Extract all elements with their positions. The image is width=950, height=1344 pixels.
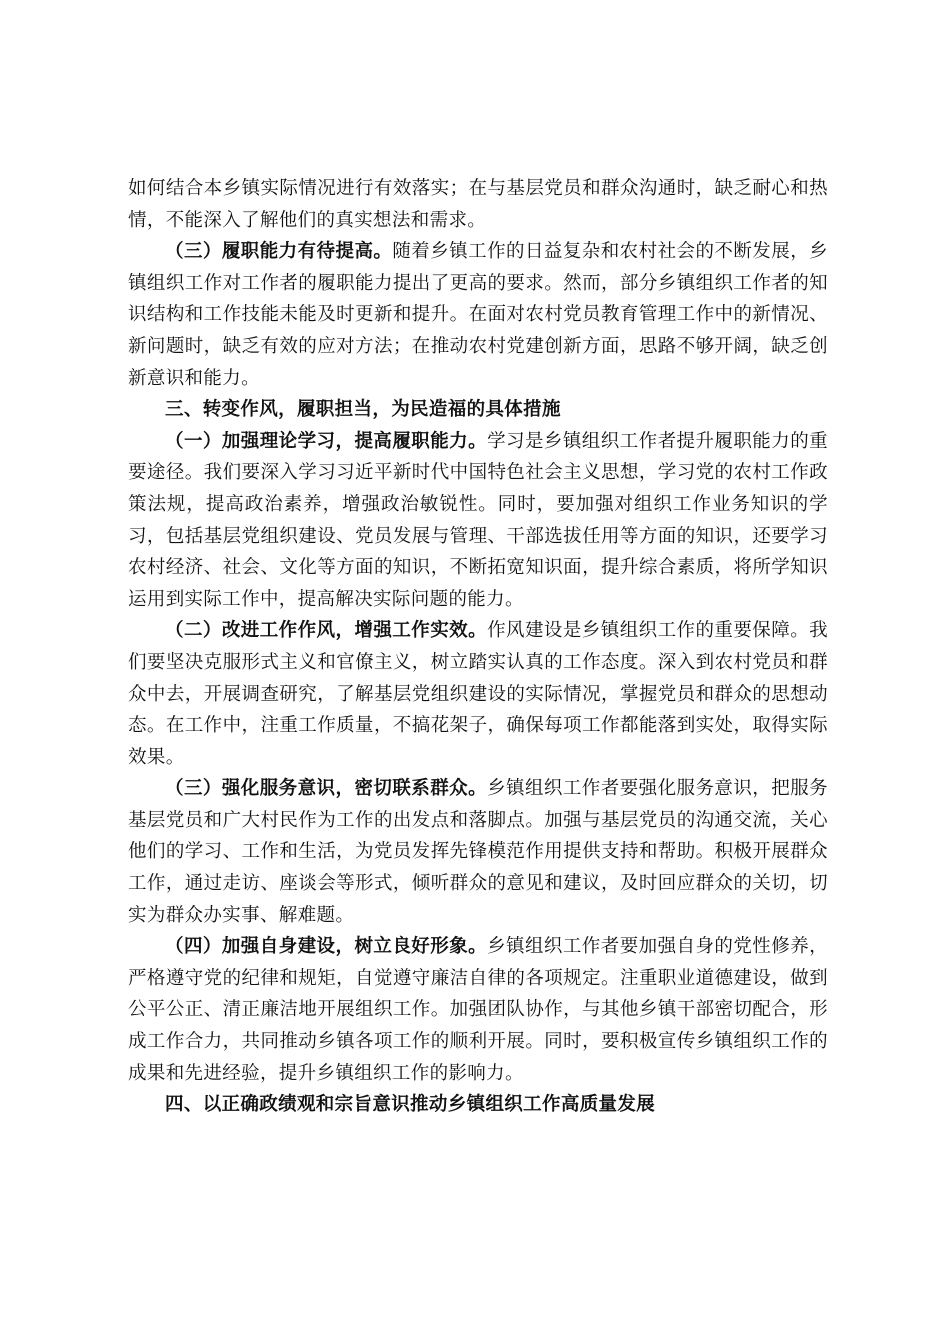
paragraph-lead: （二）改进工作作风，增强工作实效。 <box>165 620 488 642</box>
paragraph-performance-capability <box>128 236 828 394</box>
section-heading-3: 三、转变作风，履职担当，为民造福的具体措施 <box>165 399 561 421</box>
paragraph-service-awareness <box>128 773 828 931</box>
paragraph-work-style <box>128 615 828 773</box>
paragraph-text: 如何结合本乡镇实际情况进行有效落实；在与基层党员和群众沟通时，缺乏耐心和热情，不能深入了解他们的真实想法和需求。 <box>128 178 828 231</box>
paragraph-lead: （一）加强理论学习，提高履职能力。 <box>165 430 488 452</box>
paragraph-text: 作风建设是乡镇组织工作的重要保障。我们要坚决克服形式主义和官僚主义，树立踏实认真的工作态度。深入到农村党员和群众中去，开展调查研究，了解基层党组织建设的实际情况，掌握党员和群众的思想动态。在工作中，注重工作质量，不搞花架子，确保每项工作都能落到实处，取得实际效果。 <box>128 620 828 768</box>
paragraph-text: 随着乡镇工作的日益复杂和农村社会的不断发展，乡镇组织工作对工作者的履职能力提出了更高的要求。然而，部分乡镇组织工作者的知识结构和工作技能未能及时更新和提升。在面对农村党员教育管理工作中的新情况、新问题时，缺乏有效的应对方法；在推动农村党建创新方面，思路不够开阔，缺乏创新意识和能力。 <box>128 241 828 389</box>
section-heading-4: 四、以正确政绩观和宗旨意识推动乡镇组织工作高质量发展 <box>165 1094 656 1116</box>
paragraph-theory-study <box>128 426 828 616</box>
paragraph-text: 乡镇组织工作者要加强自身的党性修养，严格遵守党的纪律和规矩，自觉遵守廉洁自律的各项规定。注重职业道德建设，做到公平公正、清正廉洁地开展组织工作。加强团队协作，与其他乡镇干部密切配合，形成工作合力，共同推动乡镇各项工作的顺利开展。同时，要积极宣传乡镇组织工作的成果和先进经验，提升乡镇组织工作的影响力。 <box>128 936 828 1084</box>
document-body <box>128 173 828 1121</box>
paragraph-continuation <box>128 173 828 236</box>
paragraph-text: 乡镇组织工作者要强化服务意识，把服务基层党员和广大村民作为工作的出发点和落脚点。加强与基层党员的沟通交流，关心他们的学习、工作和生活，为党员发挥先锋模范作用提供支持和帮助。积极开展群众工作，通过走访、座谈会等形式，倾听群众的意见和建议，及时回应群众的关切，切实为群众办实事、解难题。 <box>128 778 828 926</box>
paragraph-text: 学习是乡镇组织工作者提升履职能力的重要途径。我们要深入学习习近平新时代中国特色社会主义思想，学习党的农村工作政策法规，提高政治素养，增强政治敏锐性。同时，要加强对组织工作业务知识的学习，包括基层党组织建设、党员发展与管理、干部选拔任用等方面的知识，还要学习农村经济、社会、文化等方面的知识，不断拓宽知识面，提升综合素质，将所学知识运用到实际工作中，提高解决实际问题的能力。 <box>128 430 828 610</box>
paragraph-lead: （三）履职能力有待提高。 <box>165 241 393 263</box>
paragraph-lead: （四）加强自身建设，树立良好形象。 <box>165 936 488 958</box>
paragraph-self-building <box>128 931 828 1089</box>
paragraph-lead: （三）强化服务意识，密切联系群众。 <box>165 778 488 800</box>
